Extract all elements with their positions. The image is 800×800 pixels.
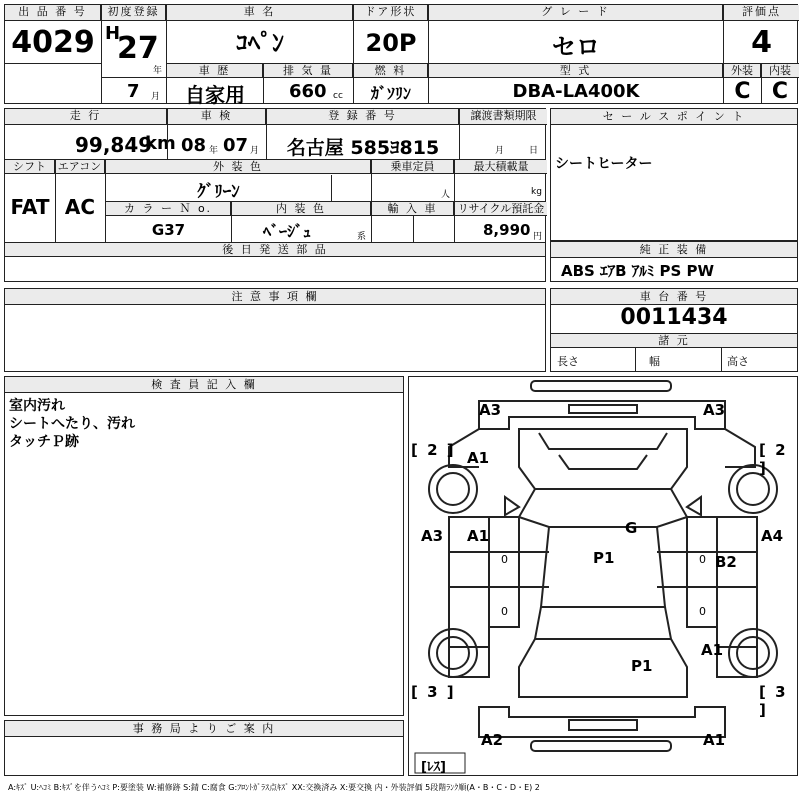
later-parts-label: 後 日 発 送 部 品: [5, 243, 545, 257]
mark-roof: G: [625, 519, 638, 537]
mark-rear-right: A1: [701, 641, 724, 659]
dims-label: 諸 元: [551, 334, 797, 348]
mark-hood-left: A1: [467, 449, 490, 467]
capacity-label: 乗車定員: [372, 160, 454, 174]
recycle-unit: 円: [533, 232, 543, 242]
model-label: 型 式: [429, 64, 723, 78]
capacity-unit: 人: [441, 190, 451, 200]
fuel-value: ｶﾞｿﾘﾝ: [370, 84, 411, 103]
inspection-month: 07: [223, 135, 249, 156]
shift-label: シフト: [5, 160, 55, 174]
spare-tire-label: [ﾚｽ]: [421, 760, 446, 775]
displacement-unit: cc: [333, 91, 343, 101]
sales-point-block: [550, 108, 798, 241]
car-name-label: 車 名: [167, 5, 353, 21]
sales-point-text: シートヒーター: [555, 156, 653, 172]
interior-color-value: ﾍﾞｰｼﾞｭ: [262, 222, 311, 241]
wheel-fl-rating: [ 2 ]: [411, 441, 456, 459]
int-grade-label: 内装: [761, 64, 799, 78]
reg-number-label: 登 録 番 号: [267, 109, 459, 125]
equipment-label: 純 正 装 備: [551, 242, 797, 258]
transfer-month-unit: 月: [495, 146, 505, 156]
equipment-value: ABS ｴｱB ｱﾙﾐ PS PW: [561, 262, 715, 280]
mark-zero-left-1: 0: [501, 553, 508, 566]
mark-front-right: A3: [703, 401, 726, 419]
detail-block: [4, 108, 546, 282]
load-unit: kg: [531, 187, 542, 197]
lot-number: 4029: [11, 25, 95, 60]
shift-value: FAT: [10, 195, 50, 219]
wheel-rr-rating: [ 3 ]: [759, 683, 788, 719]
inspection-year-unit: 年: [209, 146, 219, 156]
interior-color-label: 内 装 色: [232, 202, 371, 216]
fuel-label: 燃 料: [354, 64, 428, 78]
history-label: 車 歴: [167, 64, 263, 78]
chassis-label: 車 台 番 号: [551, 289, 797, 305]
inspection-label: 車 検: [168, 109, 266, 125]
ext-grade-value: C: [734, 79, 751, 104]
reg-number-value: 名古屋 585ﾖ815: [286, 137, 440, 159]
mark-left-side: A3: [421, 527, 444, 545]
mark-right-door: B2: [715, 553, 737, 571]
mark-fender-left: A1: [467, 527, 490, 545]
equipment-block: [550, 241, 798, 282]
mark-windshield: P1: [593, 549, 615, 567]
wheel-fr-rating: [ 2 ]: [759, 441, 788, 477]
door-value: 20P: [365, 29, 417, 57]
chassis-number: 0011434: [620, 305, 728, 330]
transfer-day-unit: 日: [529, 146, 539, 156]
mark-rear-left: A2: [481, 731, 504, 749]
wheel-rl-rating: [ 3 ]: [411, 683, 456, 701]
era: H: [105, 23, 121, 44]
car-diagram: [408, 376, 798, 776]
inspector-line-3: タッチＰ跡: [9, 434, 79, 450]
inspector-line-1: 室内汚れ: [9, 398, 65, 414]
chassis-block: [550, 288, 798, 372]
mark-zero-right-1: 0: [699, 553, 706, 566]
inspector-line-2: シートへたり、汚れ: [9, 416, 135, 432]
history-value: 自家用: [185, 83, 245, 107]
sales-point-label: セ ー ル ス ポ イ ン ト: [551, 109, 797, 125]
grade-label: グ レ ー ド: [429, 5, 723, 21]
displacement-label: 排 気 量: [264, 64, 353, 78]
mark-zero-right-2: 0: [699, 605, 706, 618]
inspector-label: 検 査 員 記 入 欄: [5, 377, 403, 393]
int-grade-value: C: [771, 79, 789, 104]
mileage-unit: km: [145, 133, 176, 154]
notes-block: [4, 288, 546, 372]
recycle-value: 8,990: [483, 221, 531, 239]
lot-label: 出 品 番 号: [5, 5, 101, 21]
mark-rear-right-bumper: A1: [703, 731, 726, 749]
notes-label: 注 意 事 項 欄: [5, 289, 545, 305]
reg-month-unit: 月: [151, 92, 161, 102]
exterior-color-value: ｸﾞﾘｰﾝ: [197, 182, 240, 202]
inspection-year: 08: [181, 135, 207, 156]
model-value: DBA-LA400K: [512, 81, 640, 102]
score-label: 評価点: [724, 5, 799, 21]
inspection-month-unit: 月: [250, 146, 260, 156]
door-label: ドア形状: [354, 5, 428, 21]
legend-text: A:ｷｽﾞ U:ﾍｺﾐ B:ｷｽﾞを伴うﾍｺﾐ P:要塗装 W:補修跡 S:錆 C:腐食 G:ﾌﾛﾝﾄｶﾞﾗｽ点ｷｽﾞ XX:交換済み X:要交換 内・外装評価 5段階ﾗﾝｸ順(A・B・C・D・E) 2: [8, 783, 540, 792]
mileage-label: 走 行: [5, 109, 167, 125]
inspector-block: [4, 376, 404, 716]
reg-year-unit: 年: [153, 66, 163, 76]
interior-color-suffix: 系: [357, 232, 367, 242]
mark-trunk: P1: [631, 657, 653, 675]
reg-year: 27: [117, 31, 159, 66]
first-reg-label: 初度登録: [102, 5, 166, 21]
exterior-color-label: 外 装 色: [106, 160, 371, 174]
office-label: 事 務 局 よ り ご 案 内: [5, 721, 403, 737]
grade-value: セロ: [552, 33, 600, 61]
office-block: [4, 720, 404, 776]
transfer-label: 譲渡書類期限: [460, 109, 547, 125]
mileage-value: 99,849: [75, 133, 153, 157]
import-label: 輸 入 車: [372, 202, 454, 216]
aircon-label: エアコン: [55, 160, 105, 174]
color-no-value: G37: [151, 221, 186, 239]
displacement-value: 660: [289, 81, 327, 102]
recycle-label: リサイクル預託金: [455, 202, 547, 216]
ext-grade-label: 外装: [724, 64, 761, 78]
car-outline-svg: [409, 377, 797, 775]
car-name: ｺﾍﾟﾝ: [236, 29, 284, 57]
color-no-label: カ ラ ー Ｎ o.: [106, 202, 231, 216]
score-value: 4: [751, 25, 772, 60]
load-label: 最大積載量: [455, 160, 547, 174]
length-label: 長さ: [557, 355, 579, 368]
width-label: 幅: [649, 355, 660, 368]
header-block: [4, 4, 798, 107]
mark-zero-left-2: 0: [501, 605, 508, 618]
mark-right-side: A4: [761, 527, 784, 545]
reg-month: 7: [127, 81, 140, 102]
aircon-value: AC: [64, 195, 96, 219]
mark-front-left: A3: [479, 401, 502, 419]
height-label: 高さ: [727, 355, 749, 368]
